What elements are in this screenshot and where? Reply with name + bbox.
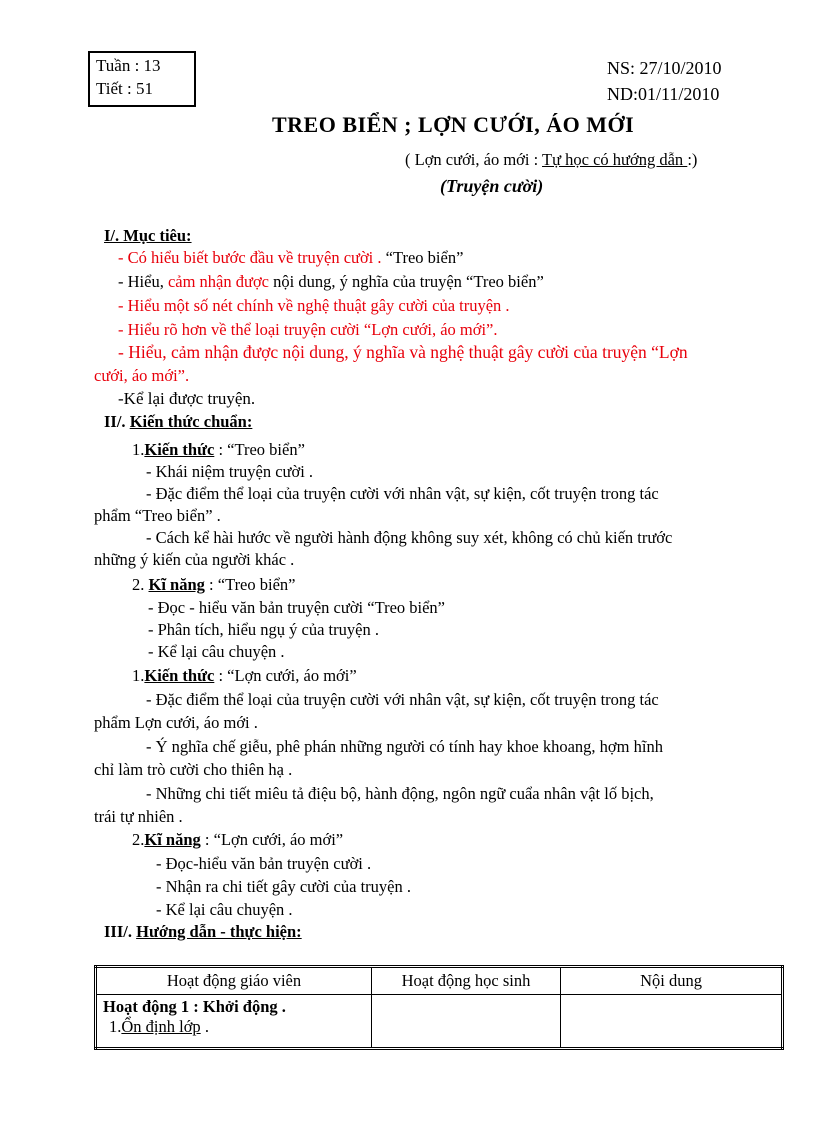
objective-segment: cảm nhận được: [167, 272, 274, 291]
k1-item-0: - Khái niệm truyện cười .: [146, 462, 314, 481]
subtitle: [405, 150, 697, 170]
objective-segment: cưới, áo mới”.: [94, 366, 190, 385]
s2-item-1: - Nhận ra chi tiết gây cười của truyện .: [156, 877, 411, 896]
page-title: TREO BIỂN ; LỢN CƯỚI, ÁO MỚI: [272, 112, 635, 137]
objective-segment: - Có hiểu biết bước đầu về truyện cười .: [118, 248, 386, 267]
objective-segment: - Hiểu,: [118, 272, 168, 291]
k1-item-4: những ý kiến của người khác .: [94, 550, 295, 569]
k1-item-2: phẩm “Treo biển” .: [94, 506, 221, 525]
k1-rest: : “Treo biển”: [214, 440, 305, 459]
table-cell-content: [561, 995, 783, 1049]
s2-item-2: - Kể lại câu chuyện .: [156, 900, 293, 919]
objective-segment: “Treo biển”: [385, 248, 464, 267]
row1-item-label: Ổn định lớp: [121, 1017, 201, 1036]
s2-rest: : “Lợn cưới, áo mới”: [200, 830, 344, 849]
k1-heading: [132, 440, 305, 460]
subtitle-prefix: ( Lợn cưới, áo mới :: [405, 150, 543, 169]
s2-label: Kĩ năng: [144, 830, 201, 849]
objective-line: [118, 320, 497, 340]
objective-segment: -Kể lại được truyện.: [118, 389, 256, 408]
k2-rest: : “Lợn cưới, áo mới”: [214, 666, 357, 685]
section1-heading: I/. Mục tiêu:: [104, 226, 192, 245]
k2-item-2: - Ý nghĩa chế giễu, phê phán những người có tính hay khoe khoang, hợm hĩnh: [146, 737, 663, 756]
row1-item: [103, 1017, 365, 1037]
nd-date: ND:01/11/2010: [607, 84, 720, 104]
objective-line: [94, 366, 189, 386]
s1-label: Kĩ năng: [148, 575, 205, 594]
genre: (Truyện cười): [440, 176, 544, 196]
table-header-content: Nội dung: [561, 967, 783, 995]
s1-num: 2.: [132, 575, 149, 594]
objective-line: [118, 296, 510, 316]
s1-item-2: - Kể lại câu chuyện .: [148, 642, 285, 661]
section2-heading-label: Kiến thức chuẩn:: [129, 412, 253, 431]
objective-line: [118, 272, 544, 292]
section3-num: III/.: [104, 922, 137, 941]
table-row: [96, 995, 783, 1049]
lesson-label: Tiết : 51: [96, 79, 154, 98]
k1-num: 1.: [132, 440, 145, 459]
section3-heading: [104, 922, 302, 942]
row1-title: Hoạt động 1 : Khởi động .: [103, 997, 286, 1016]
week-label: Tuần : 13: [96, 56, 161, 75]
s2-item-0: - Đọc-hiểu văn bản truyện cười .: [156, 854, 372, 873]
table-cell-student: [372, 995, 561, 1049]
s1-rest: : “Treo biển”: [204, 575, 296, 594]
s1-heading: [132, 575, 296, 595]
objective-line: [118, 342, 688, 363]
s1-item-1: - Phân tích, hiểu ngụ ý của truyện .: [148, 620, 379, 639]
activity-table: [94, 965, 784, 1050]
week-lesson-box: [88, 51, 196, 107]
subtitle-suffix: :): [687, 150, 698, 169]
s2-heading: [132, 830, 343, 850]
k1-item-3: - Cách kể hài hước về người hành động không suy xét, không có chủ kiến trước: [146, 528, 673, 547]
s2-num: 2.: [132, 830, 145, 849]
k1-item-1: - Đặc điểm thể loại của truyện cười với nhân vật, sự kiện, cốt truyện trong tác: [146, 484, 659, 503]
k2-item-1: phẩm Lợn cưới, áo mới .: [94, 713, 258, 732]
table-header-row: [96, 967, 783, 995]
k2-item-3: chỉ làm trò cười cho thiên hạ .: [94, 760, 293, 779]
row1-tail: .: [200, 1017, 209, 1036]
k1-label: Kiến thức: [144, 440, 215, 459]
section2-heading: II/. Kiến thức chuẩn:: [104, 412, 253, 431]
objective-segment: nội dung, ý nghĩa của truyện “Treo biển”: [273, 272, 544, 291]
k2-num: 1.: [132, 666, 145, 685]
section3-label: Hướng dẫn - thực hiện:: [136, 922, 302, 941]
objective-line: [118, 389, 255, 409]
k2-heading: [132, 666, 357, 686]
objective-segment: - Hiểu, cảm nhận được nội dung, ý nghĩa và nghệ thuật gây cười của truyện “Lợn: [118, 342, 688, 362]
objective-line: [118, 248, 463, 268]
objective-segment: - Hiểu một số nét chính về nghệ thuật gây cười của truyện .: [118, 296, 510, 315]
k2-label: Kiến thức: [144, 666, 215, 685]
s1-item-0: - Đọc - hiểu văn bản truyện cười “Treo biển”: [148, 598, 446, 617]
k2-item-5: trái tự nhiên .: [94, 807, 183, 826]
k2-item-0: - Đặc điểm thể loại của truyện cười với nhân vật, sự kiện, cốt truyện trong tác: [146, 690, 659, 709]
table-header-teacher: Hoạt động giáo viên: [96, 967, 372, 995]
table-header-student: Hoạt động học sinh: [372, 967, 561, 995]
row1-num: 1.: [109, 1017, 122, 1036]
table-cell-teacher: [96, 995, 372, 1049]
objective-segment: - Hiểu rõ hơn về thể loại truyện cười “Lợn cưới, áo mới”.: [118, 320, 498, 339]
k2-item-4: - Những chi tiết miêu tả điệu bộ, hành động, ngôn ngữ cuẩa nhân vật lố bịch,: [146, 784, 654, 803]
ns-date: NS: 27/10/2010: [607, 58, 722, 78]
subtitle-underlined: Tự học có hướng dẫn: [542, 150, 688, 169]
